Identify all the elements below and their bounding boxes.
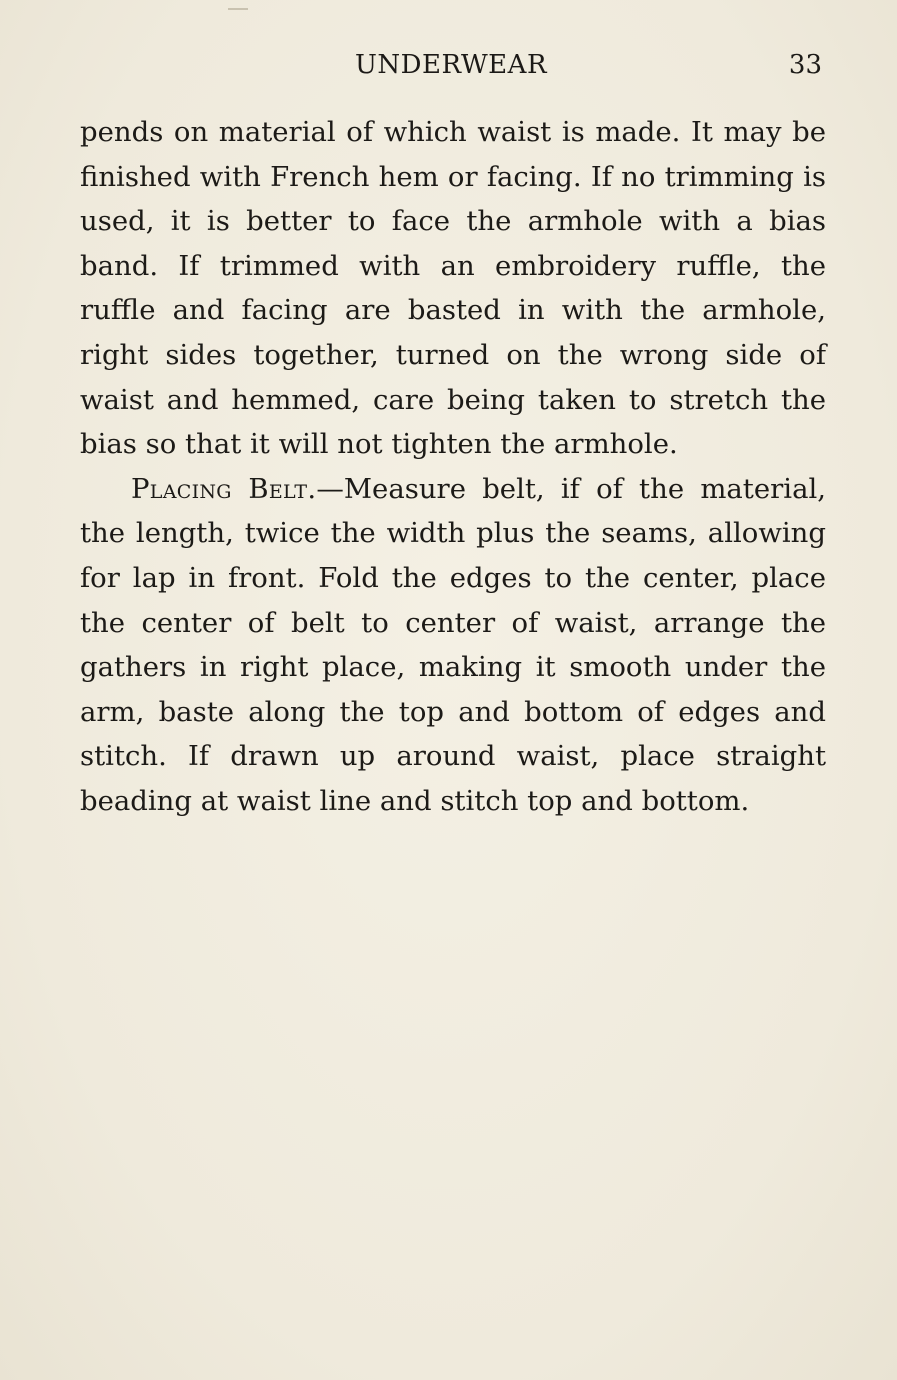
- section-heading-placing-belt: Placing Belt.: [131, 472, 317, 505]
- page-header: [80, 50, 822, 84]
- running-title: UNDERWEAR: [354, 50, 548, 80]
- paragraph-text: pends on material of which waist is made. It may be finished with French hem or facing. If no trimming is used, it is better to face the armhole with a bias band. If trimmed with an embroidery ruffle, the ruffle and facing are basted in with the armhole, right sides together, turned on the wrong side of waist and hemmed, care being taken to stretch the bias so that it will not tighten the armhole.: [80, 116, 826, 461]
- page-number: 33: [788, 50, 822, 80]
- page-edge-mark: [228, 8, 248, 10]
- paragraph-armhole: [80, 110, 826, 467]
- paragraph-placing-belt: [80, 467, 826, 824]
- paragraph-text: —Measure belt, if of the material, the length, twice the width plus the seams, allowing for lap in front. Fold the edges to the center, place the center of belt to center of waist, arrange the gathers in right place, making it smooth under the arm, baste along the top and bottom of edges and stitch. If drawn up around waist, place straight beading at waist line and stitch top and bottom.: [80, 472, 826, 817]
- body-text: [80, 110, 826, 824]
